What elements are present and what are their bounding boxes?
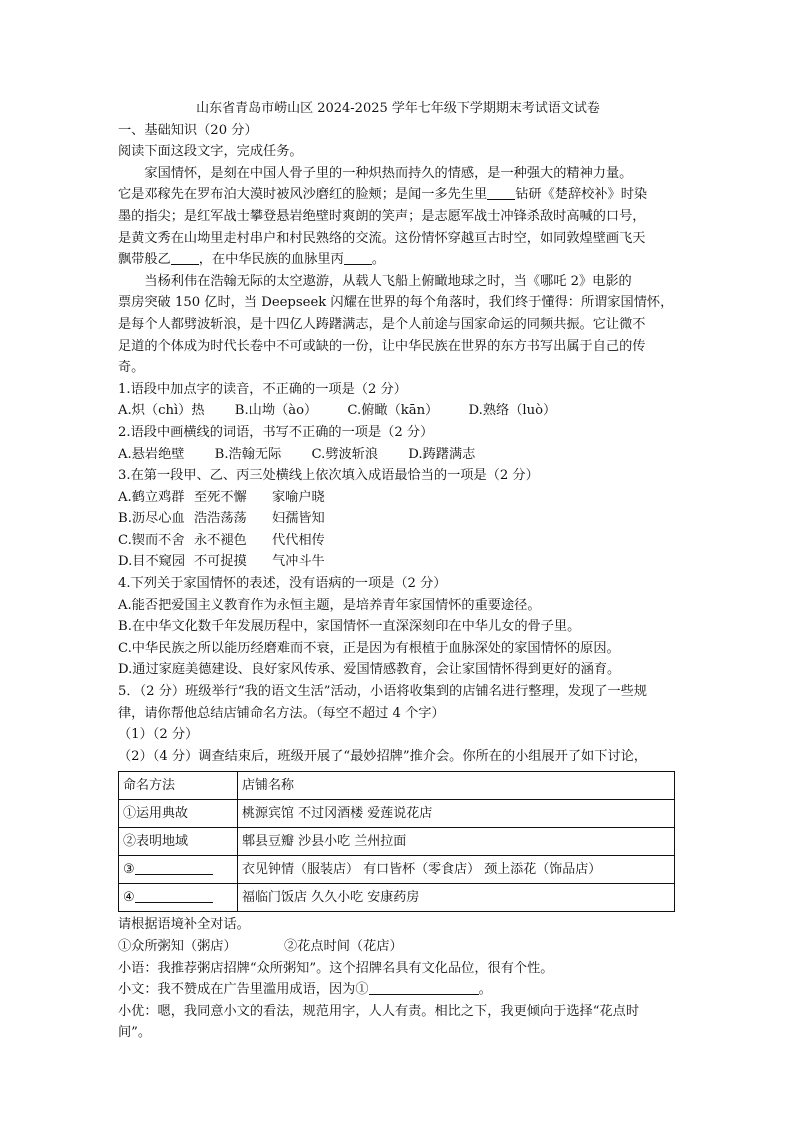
passage-paragraph-2: 当杨利伟在浩翰无际的太空遨游，从载人飞船上俯瞰地球之时，当《哪吒 2》电影的 票房突破 150 亿时，当 Deepseek 闪耀在世界的每个角落时，我们终于懂得：所谓家国情怀， 是每个人都劈波斩浪，是十四亿人踌躇满志，是个人前途与国家命运的同频共振。它让微不 足道的个体成为时代长卷中不可或缺的一份，让中华民族在世界的东方书写出属于自己的传 奇。 [118,273,674,376]
method-answer-blank[interactable] [135,889,213,903]
option-b[interactable]: B.沥尽心血 浩浩荡荡 妇孺皆知 [118,511,325,527]
option-a[interactable]: A.悬岩绝壁 [118,446,185,462]
table-row: ④ 福临门饭店 久久小吃 安康药房 [119,884,675,912]
option-b[interactable]: B.在中华文化数千年发展历程中，家国情怀一直深深刻印在中华儿女的骨子里。 [118,619,581,635]
question-4: 4.下列关于家国情怀的表述，没有语病的一项是（2 分） A.能否把爱国主义教育作为永恒主题，是培养青年家国情怀的重要途径。 B.在中华文化数千年发展历程中，家国情怀一直深深刻印在中华儿女的骨子里。 C.中华民族之所以能历经磨难而不衰，正是因为有根植于血脉深处的家国情怀的原因。 D.通过家庭美德建设、良好家风传承、爱国情感教育，会让家国情怀得到更好的涵育。 [118,573,678,681]
table-row: ③ 衣见钟情（服装店） 有口皆杯（零食店） 颈上添花（饰品店） [119,856,675,884]
method-answer-blank[interactable] [135,861,213,875]
option-a[interactable]: A.炽（chì）热 [118,403,205,419]
exam-page [118,98,678,1044]
instruction: 阅读下面这段文字，完成任务。 [118,144,303,160]
table-row: ①运用典故 桃源宾馆 不过冈酒楼 爱莲说花店 [119,800,675,828]
blank-jia[interactable] [487,185,515,200]
option-a[interactable]: A.能否把爱国主义教育作为永恒主题，是培养青年家国情怀的重要途径。 [118,597,541,613]
option-b[interactable]: B.山坳（ào） [234,403,318,419]
option-c[interactable]: C.中华民族之所以能历经磨难而不衰，正是因为有根植于血脉深处的家国情怀的原因。 [118,640,620,656]
option-c[interactable]: C.俯瞰（kān） [347,403,439,419]
question-1: 1.语段中加点字的读音，不正确的一项是（2 分） A.炽（chì）热 B.山坳（ào） C.俯瞰（kān） D.熟络（luò） [118,379,678,422]
option-d[interactable]: D.通过家庭美德建设、良好家风传承、爱国情感教育，会让家国情怀得到更好的涵育。 [118,662,621,678]
option-c[interactable]: C.锲而不舍 永不褪色 代代相传 [118,532,325,548]
passage-paragraph-1: 家国情怀，是刻在中国人骨子里的一种炽热而持久的情感，是一种强大的精神力量。 它是邓稼先在罗布泊大漠时被风沙磨红的脸颊；是闻一多先生里 钻研《楚辞校补》时染 墨的指尖；是红军战士攀登悬岩绝壁时爽朗的笑声；是志愿军战士冲锋杀敌时高喊的口号， 是黄文秀在山坳里走村串户和村民熟络的交流。这份情怀穿越亘古时空，如同敦煌壁画飞天 飘带般乙 ，在中华民族的血脉里丙 。 [118,165,648,268]
page-title: 山东省青岛市崂山区 2024-2025 学年七年级下学期期末考试语文试卷 [196,101,600,116]
option-d[interactable]: D.踌躇满志 [408,446,476,462]
blank-bing[interactable] [344,250,372,265]
question-2: 2.语段中画横线的词语，书写不正确的一项是（2 分） A.悬岩绝壁 B.浩翰无际 C.劈波斩浪 D.踌躇满志 [118,422,678,465]
option-b[interactable]: B.浩翰无际 [214,446,282,462]
option-d[interactable]: D.目不窥园 不可捉摸 气冲斗牛 [118,554,325,570]
option-c[interactable]: C.劈波斩浪 [311,446,379,462]
reason-answer-blank[interactable] [369,980,479,995]
option-d[interactable]: D.熟络（luò） [468,403,557,419]
section-heading: 一、基础知识（20 分） [118,122,258,138]
dialogue: 请根据语境补全对话。 ①众所粥知（粥店） ②花点时间（花店） 小语：我推荐粥店招牌“众所粥知”。这个招牌名具有文化品位，很有个性。 小文：我不赞成在广告里滥用成语，因为① 。 小优：嗯，我同意小文的看法，规范用字，人人有责。相比之下，我更倾向于选择“花点时 间”。 [118,917,640,1041]
question-3: 3.在第一段甲、乙、丙三处横线上依次填入成语最恰当的一项是（2 分） A.鹤立鸡群 至死不懈 家喻户晓 B.沥尽心血 浩浩荡荡 妇孺皆知 C.锲而不舍 永不褪色 代代相传 D.目不窥园 不可捉摸 气冲斗牛 [118,465,678,573]
table-row: ②表明地域 郫县豆瓣 沙县小吃 兰州拉面 [119,828,675,856]
option-a[interactable]: A.鹤立鸡群 至死不懈 家喻户晓 [118,489,325,505]
question-5: 5．（2 分）班级举行“我的语文生活”活动，小语将收集到的店铺名进行整理，发现了一些规 律，请你帮他总结店铺命名方法。（每空不超过 4 个字） （1）（2 分） （2）（4 分）调查结束后，班级开展了“最妙招牌”推介会。你所在的小组展开了如下讨论， [118,684,647,764]
table-header-row: 命名方法 店铺名称 [119,772,675,800]
blank-yi[interactable] [171,250,199,265]
shop-name-table [118,771,675,912]
